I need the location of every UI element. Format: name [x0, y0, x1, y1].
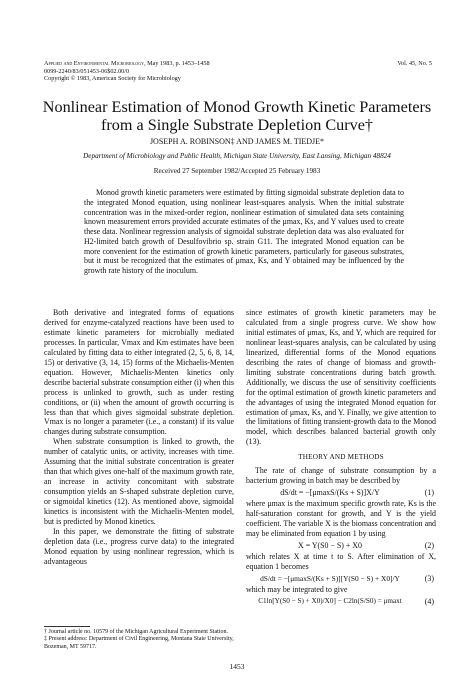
equation-2	[246, 539, 436, 552]
issn-line: 0099-2240/83/051453-06$02.00/0	[44, 67, 130, 75]
journal-info: , May 1983, p. 1453–1458	[144, 60, 210, 67]
equation-1-expression: dS/dt = −[μmaxS/(Ks + S)]X/Y	[280, 488, 380, 498]
footnote-divider	[44, 626, 90, 627]
volume-info: Vol. 45, No. 5	[397, 60, 432, 67]
intro-paragraph-1: Both derivative and integrated forms of equations derived for enzyme-catalyzed reactions have been used to estimate kinetic parameters for microbially mediated processes. In particular, Vmax and Km estimates have been calculated by fitting data to either integrated (2, 5, 6, 8, 14, 15) or derivative (3, 14, 15) forms of the Michaelis-Menten equation. However, Michaelis-Menten kinetics only describe bacterial substrate consumption either (i) when this process is unlinked to growth, such as under resting conditions, or (ii) when the amount of growth occurring is less than that which gives sigmoidal substrate depletion. Vmax is no longer a parameter (i.e., a constant) if its value changes during substrate consumption.	[44, 308, 234, 437]
page-number: 1453	[229, 662, 245, 671]
theory-paragraph-3: which relates X at time t to S. After elimination of X, equation 1 becomes	[246, 552, 436, 571]
equation-3-expression: dS/dt = −[μmaxS/(Ks + S)][Y(S0 − S) + X0]/Y	[260, 573, 400, 583]
received-date: Received 27 September 1982/Accepted 25 February 1983	[153, 167, 321, 175]
equation-3	[246, 572, 436, 585]
theory-paragraph-2: where μmax is the maximum specific growth rate, Ks is the half-saturation constant for growth, and Y is the yield coefficient. The variable X is the biomass concentration and may be eliminated from equation 1 by using	[246, 499, 436, 539]
intro-paragraph-3: In this paper, we demonstrate the fitting of substrate depletion data (i.e., progress curve data) to the integrated Monod equation by using nonlinear regression, which is advantageous	[44, 526, 234, 566]
equation-4	[246, 595, 436, 608]
equation-4-expression: C1ln[Y(S0 − S) + X0)/X0] − C2ln(S/S0) = μmaxt	[258, 596, 402, 605]
equation-3-number: (3)	[424, 573, 434, 583]
left-column	[44, 308, 234, 567]
journal-name: Applied and Environmental Microbiology	[44, 60, 145, 67]
article-title-line-1: Nonlinear Estimation of Monod Growth Kinetic Parameters	[42, 98, 432, 116]
section-heading: THEORY AND METHODS	[298, 453, 384, 462]
intro-paragraph-continued: since estimates of growth kinetic parameters may be calculated from a single progress curve. We show how initial estimates of μmax, Ks, and Y, which are required for nonlinear least-squares analysis, can be calculated by using linearized, differential forms of the Monod equations describing the rates of change of biomass and growth-limiting substrate concentrations during batch growth. Additionally, we discuss the use of sensitivity coefficients for the optimal estimation of growth kinetic parameters and the advantages of using the integrated Monod equation for estimation of μmax, Ks, and Y. Finally, we give attention to the limitations of fitting transient-growth data to the Monod model, which describes balanced bacterial growth only (13).	[246, 308, 436, 447]
running-header	[44, 60, 210, 83]
theory-paragraph-4: which may be integrated to give	[246, 584, 348, 594]
footnote-journal-article: † Journal article no. 10579 of the Michigan Agricultural Experiment Station.	[44, 629, 228, 635]
abstract: Monod growth kinetic parameters were estimated by fitting sigmoidal substrate depletion data to the integrated Monod equation, using nonlinear least-squares analysis. When the initial substrate concentration was in the mixed-order region, nonlinear estimation of simulated data sets containing known measurement errors provided accurate estimates of the μmax, Ks, and Y values used to create these data. Nonlinear regression analysis of sigmoidal substrate depletion data was also evaluated for H2-limited batch growth of Desulfovibrio sp. strain G11. The integrated Monod equation can be more convenient for the estimation of growth kinetic parameters, particularly for gaseous substrates, but it must be recognized that the estimates of μmax, Ks, and Y obtained may be influenced by the growth rate history of the inoculum.	[84, 188, 404, 275]
copyright-line: Copyright © 1983, American Society for Microbiology	[44, 75, 181, 83]
footnote-present-address: ‡ Present address: Department of Civil Engineering, Montana State University, Bozeman, MT 59717.	[44, 636, 234, 650]
authors: JOSEPH A. ROBINSON‡ AND JAMES M. TIEDJE*	[149, 137, 325, 146]
equation-1-number: (1)	[424, 488, 434, 498]
equation-1	[246, 486, 436, 499]
theory-paragraph-1: The rate of change of substrate consumption by a bacterium growing in batch may be described by	[246, 466, 436, 486]
equation-2-number: (2)	[424, 541, 434, 551]
intro-paragraph-2: When substrate consumption is linked to growth, the number of catalytic units, or activity, increases with time. Assuming that the initial substrate concentration is greater than that which gives one-half of the maximum growth rate, an increase in activity concomitant with substrate consumption yields an S-shaped substrate depletion curve, or sigmoidal kinetics (12). As mentioned above, sigmoidal kinetics is inconsistent with the Michaelis-Menten model, but is predicted by Monod kinetics.	[44, 437, 234, 527]
equation-2-expression: X = Y(S0 − S) + X0	[298, 541, 362, 551]
equation-4-number: (4)	[424, 596, 434, 606]
footnotes	[44, 629, 236, 651]
right-column	[246, 308, 436, 608]
affiliation: Department of Microbiology and Public Health, Michigan State University, East Lansing, Michigan 48824	[83, 152, 391, 160]
article-title-line-2: from a Single Substrate Depletion Curve†	[101, 116, 373, 134]
